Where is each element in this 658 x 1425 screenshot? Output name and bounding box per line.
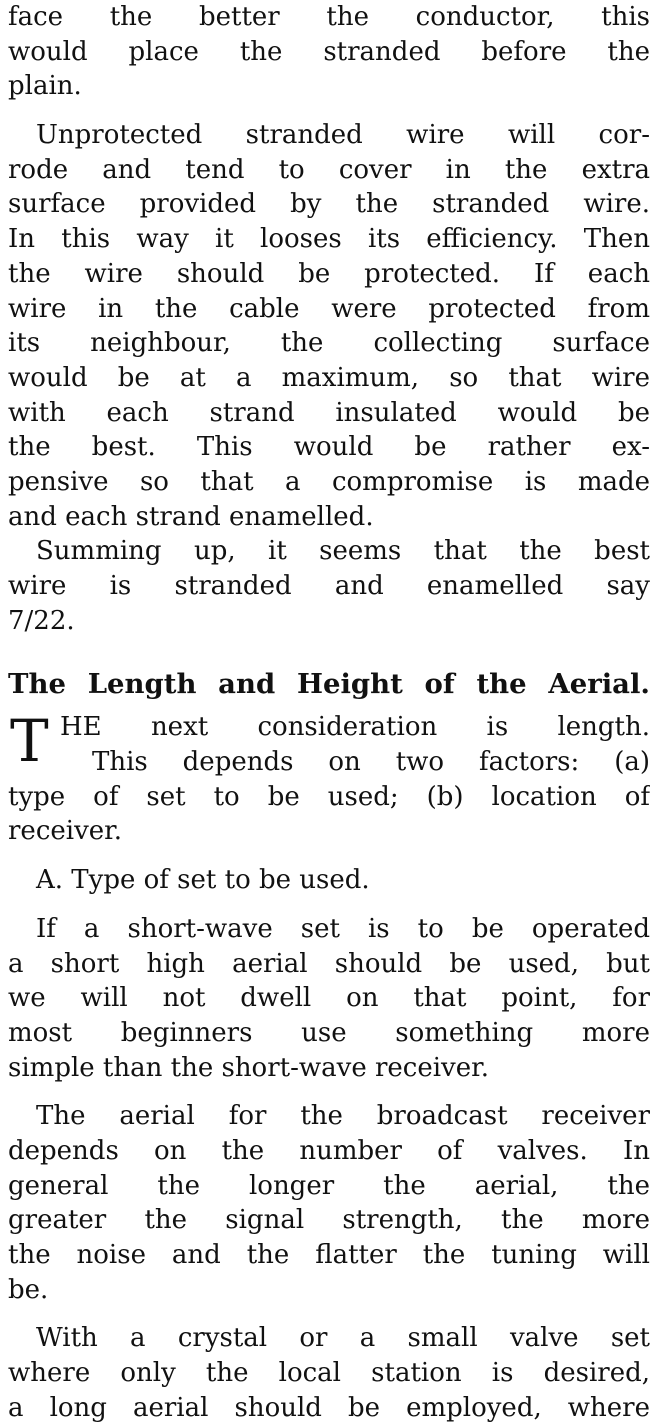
paragraph-length bbox=[8, 707, 650, 849]
text-line: the noise and the flatter the tuning will bbox=[8, 1240, 650, 1270]
text-line: Unprotected stranded wire will cor- bbox=[36, 120, 650, 151]
text-line: general the longer the aerial, the bbox=[8, 1170, 650, 1201]
text-line: the best. This would be rather ex- bbox=[8, 432, 650, 463]
drop-cap: T bbox=[10, 707, 49, 776]
newspaper-column bbox=[8, 0, 650, 1425]
text-line: would be at a maximum, so that wire bbox=[8, 362, 650, 393]
text-line: plain. bbox=[8, 71, 82, 102]
text-line: be. bbox=[8, 1274, 49, 1305]
text-line: With a crystal or a small valve set bbox=[36, 1323, 650, 1354]
text-line: 7/22. bbox=[8, 605, 75, 636]
paragraph-crystal-set bbox=[8, 1321, 650, 1425]
paragraph-conductor bbox=[8, 0, 650, 104]
text-line: receiver. bbox=[8, 816, 122, 847]
text-line: with each strand insulated would be bbox=[8, 397, 650, 428]
text-line: greater the signal strength, the more bbox=[8, 1205, 650, 1236]
text-line: most beginners use something more bbox=[8, 1017, 650, 1048]
text-line: This depends on two factors: (a) bbox=[92, 747, 650, 778]
paragraph-unprotected-wire bbox=[8, 118, 650, 534]
text-line: surface provided by the stranded wire. bbox=[8, 189, 650, 220]
text-line: wire is stranded and enamelled say bbox=[8, 571, 650, 601]
paragraph-broadcast-receiver bbox=[8, 1099, 650, 1307]
text-line: a long aerial should be employed, where bbox=[8, 1392, 650, 1423]
paragraph-summing-up bbox=[8, 534, 650, 638]
text-line: and each strand enamelled. bbox=[8, 501, 374, 532]
text-line: we will not dwell on that point, for bbox=[8, 983, 650, 1014]
text-line: A. Type of set to be used. bbox=[36, 865, 370, 896]
text-line: In this way it looses its efficiency. Then bbox=[8, 224, 650, 255]
text-line: simple than the short-wave receiver. bbox=[8, 1052, 489, 1083]
section-heading: The Length and Height of the Aerial. bbox=[8, 668, 650, 701]
text-line: would place the stranded before the bbox=[8, 36, 650, 67]
text-line: a short high aerial should be used, but bbox=[8, 948, 650, 979]
text-line: type of set to be used; (b) location of bbox=[8, 781, 650, 812]
paragraph-short-wave bbox=[8, 912, 650, 1085]
text-line: its neighbour, the collecting surface bbox=[8, 328, 650, 359]
text-line: HE next consideration is length. bbox=[60, 712, 650, 743]
text-line: where only the local station is desired, bbox=[8, 1358, 650, 1389]
text-line: the wire should be protected. If each bbox=[8, 258, 650, 289]
text-line: rode and tend to cover in the extra bbox=[8, 154, 650, 185]
text-line: wire in the cable were protected from bbox=[8, 293, 650, 324]
text-line: If a short-wave set is to be operated bbox=[36, 913, 650, 944]
text-line: The aerial for the broadcast receiver bbox=[36, 1101, 650, 1132]
text-line: face the better the conductor, this bbox=[8, 2, 650, 32]
text-line: pensive so that a compromise is made bbox=[8, 466, 650, 497]
text-line: depends on the number of valves. In bbox=[8, 1135, 650, 1166]
text-line: Summing up, it seems that the best bbox=[36, 536, 650, 567]
paragraph-type-of-set bbox=[8, 863, 650, 898]
